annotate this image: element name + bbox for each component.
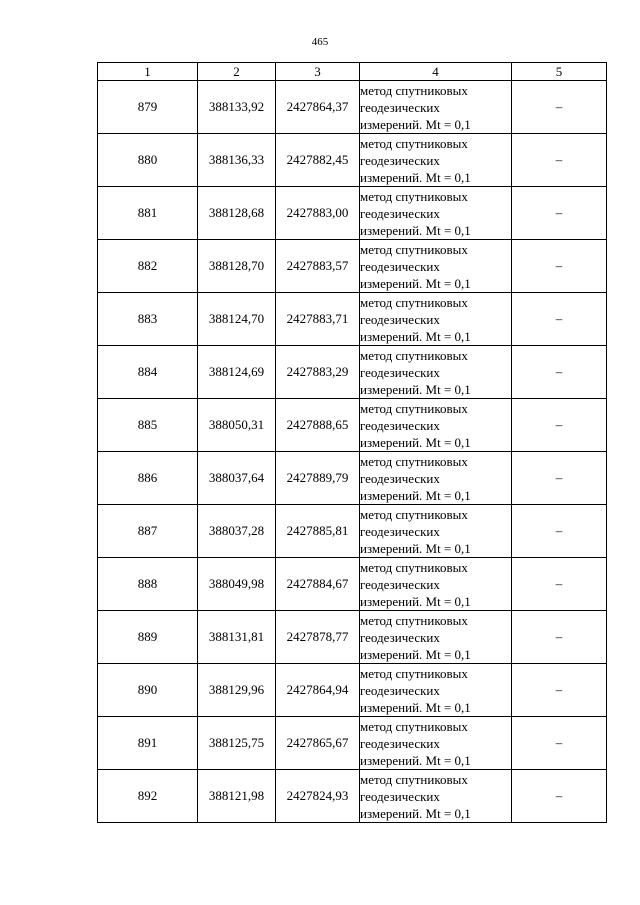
method-line-1: метод спутниковых xyxy=(360,82,468,98)
method-line-1: метод спутниковых xyxy=(360,400,468,416)
point-number: 881 xyxy=(98,187,198,240)
column-header-1: 1 xyxy=(98,63,198,81)
method-line-1: метод спутниковых xyxy=(360,665,468,681)
method-line-2: геодезических xyxy=(360,629,440,645)
column-header-5: 5 xyxy=(512,63,607,81)
determination-method xyxy=(360,346,512,399)
method-line-3: измерений. Mt = 0,1 xyxy=(360,699,471,715)
coordinate-x: 388131,81 xyxy=(198,611,276,664)
method-line-3: измерений. Mt = 0,1 xyxy=(360,222,471,238)
method-line-1: метод спутниковых xyxy=(360,771,468,787)
method-line-2: геодезических xyxy=(360,205,440,221)
table-row xyxy=(98,717,607,770)
method-line-2: геодезических xyxy=(360,258,440,274)
table-body xyxy=(98,81,607,823)
method-line-2: геодезических xyxy=(360,311,440,327)
coordinate-x: 388128,70 xyxy=(198,240,276,293)
determination-method xyxy=(360,664,512,717)
determination-method xyxy=(360,134,512,187)
point-number: 886 xyxy=(98,452,198,505)
determination-method xyxy=(360,611,512,664)
method-line-1: метод спутниковых xyxy=(360,718,468,734)
method-line-3: измерений. Mt = 0,1 xyxy=(360,593,471,609)
point-number: 879 xyxy=(98,81,198,134)
coordinate-y: 2427824,93 xyxy=(276,770,360,823)
table-row xyxy=(98,558,607,611)
coordinates-table xyxy=(97,62,607,823)
table-row xyxy=(98,452,607,505)
table-row xyxy=(98,664,607,717)
method-line-3: измерений. Mt = 0,1 xyxy=(360,487,471,503)
determination-method xyxy=(360,293,512,346)
method-line-3: измерений. Mt = 0,1 xyxy=(360,328,471,344)
point-number: 883 xyxy=(98,293,198,346)
column-5-value: – xyxy=(512,452,607,505)
coordinate-x: 388037,28 xyxy=(198,505,276,558)
table-row xyxy=(98,770,607,823)
table-row xyxy=(98,240,607,293)
coordinate-x: 388050,31 xyxy=(198,399,276,452)
coordinate-y: 2427883,57 xyxy=(276,240,360,293)
coordinate-x: 388037,64 xyxy=(198,452,276,505)
coordinate-x: 388124,69 xyxy=(198,346,276,399)
method-line-2: геодезических xyxy=(360,364,440,380)
method-line-1: метод спутниковых xyxy=(360,453,468,469)
point-number: 885 xyxy=(98,399,198,452)
method-line-1: метод спутниковых xyxy=(360,135,468,151)
point-number: 880 xyxy=(98,134,198,187)
determination-method xyxy=(360,399,512,452)
determination-method xyxy=(360,187,512,240)
coordinate-y: 2427864,94 xyxy=(276,664,360,717)
method-line-2: геодезических xyxy=(360,470,440,486)
column-5-value: – xyxy=(512,664,607,717)
method-line-2: геодезических xyxy=(360,99,440,115)
page-number: 465 xyxy=(311,36,329,48)
point-number: 892 xyxy=(98,770,198,823)
coordinate-y: 2427883,71 xyxy=(276,293,360,346)
coordinate-x: 388121,98 xyxy=(198,770,276,823)
coordinate-x: 388124,70 xyxy=(198,293,276,346)
determination-method xyxy=(360,770,512,823)
point-number: 882 xyxy=(98,240,198,293)
table-row xyxy=(98,399,607,452)
table-row xyxy=(98,293,607,346)
method-line-1: метод спутниковых xyxy=(360,188,468,204)
method-line-1: метод спутниковых xyxy=(360,294,468,310)
method-line-1: метод спутниковых xyxy=(360,612,468,628)
coordinate-y: 2427885,81 xyxy=(276,505,360,558)
method-line-2: геодезических xyxy=(360,682,440,698)
column-5-value: – xyxy=(512,611,607,664)
table-row xyxy=(98,134,607,187)
coordinate-x: 388129,96 xyxy=(198,664,276,717)
method-line-1: метод спутниковых xyxy=(360,241,468,257)
determination-method xyxy=(360,505,512,558)
column-5-value: – xyxy=(512,346,607,399)
coordinate-x: 388128,68 xyxy=(198,187,276,240)
coordinate-y: 2427888,65 xyxy=(276,399,360,452)
column-5-value: – xyxy=(512,558,607,611)
header-row xyxy=(98,63,607,81)
method-line-3: измерений. Mt = 0,1 xyxy=(360,381,471,397)
table-row xyxy=(98,611,607,664)
coordinate-y: 2427865,67 xyxy=(276,717,360,770)
column-5-value: – xyxy=(512,134,607,187)
method-line-3: измерений. Mt = 0,1 xyxy=(360,434,471,450)
coordinate-x: 388133,92 xyxy=(198,81,276,134)
table-row xyxy=(98,187,607,240)
coordinate-y: 2427864,37 xyxy=(276,81,360,134)
table-row xyxy=(98,505,607,558)
method-line-2: геодезических xyxy=(360,735,440,751)
determination-method xyxy=(360,240,512,293)
point-number: 888 xyxy=(98,558,198,611)
column-header-3: 3 xyxy=(276,63,360,81)
determination-method xyxy=(360,81,512,134)
column-5-value: – xyxy=(512,187,607,240)
method-line-1: метод спутниковых xyxy=(360,506,468,522)
method-line-3: измерений. Mt = 0,1 xyxy=(360,116,471,132)
method-line-3: измерений. Mt = 0,1 xyxy=(360,805,471,821)
column-5-value: – xyxy=(512,505,607,558)
column-header-4: 4 xyxy=(360,63,512,81)
method-line-3: измерений. Mt = 0,1 xyxy=(360,275,471,291)
column-5-value: – xyxy=(512,81,607,134)
column-5-value: – xyxy=(512,717,607,770)
coordinate-y: 2427883,29 xyxy=(276,346,360,399)
method-line-3: измерений. Mt = 0,1 xyxy=(360,646,471,662)
column-5-value: – xyxy=(512,399,607,452)
coordinate-y: 2427884,67 xyxy=(276,558,360,611)
method-line-2: геодезических xyxy=(360,417,440,433)
table-header xyxy=(98,63,607,81)
point-number: 889 xyxy=(98,611,198,664)
point-number: 884 xyxy=(98,346,198,399)
column-5-value: – xyxy=(512,240,607,293)
method-line-1: метод спутниковых xyxy=(360,559,468,575)
method-line-2: геодезических xyxy=(360,523,440,539)
method-line-2: геодезических xyxy=(360,576,440,592)
determination-method xyxy=(360,717,512,770)
method-line-2: геодезических xyxy=(360,152,440,168)
column-5-value: – xyxy=(512,770,607,823)
coordinate-x: 388049,98 xyxy=(198,558,276,611)
coordinate-y: 2427883,00 xyxy=(276,187,360,240)
coordinate-y: 2427889,79 xyxy=(276,452,360,505)
determination-method xyxy=(360,452,512,505)
determination-method xyxy=(360,558,512,611)
coordinate-y: 2427878,77 xyxy=(276,611,360,664)
point-number: 891 xyxy=(98,717,198,770)
column-5-value: – xyxy=(512,293,607,346)
table-row xyxy=(98,81,607,134)
table-row xyxy=(98,346,607,399)
column-header-2: 2 xyxy=(198,63,276,81)
method-line-3: измерений. Mt = 0,1 xyxy=(360,540,471,556)
method-line-2: геодезических xyxy=(360,788,440,804)
coordinate-x: 388136,33 xyxy=(198,134,276,187)
point-number: 887 xyxy=(98,505,198,558)
method-line-1: метод спутниковых xyxy=(360,347,468,363)
coordinate-y: 2427882,45 xyxy=(276,134,360,187)
point-number: 890 xyxy=(98,664,198,717)
coordinate-x: 388125,75 xyxy=(198,717,276,770)
method-line-3: измерений. Mt = 0,1 xyxy=(360,752,471,768)
method-line-3: измерений. Mt = 0,1 xyxy=(360,169,471,185)
